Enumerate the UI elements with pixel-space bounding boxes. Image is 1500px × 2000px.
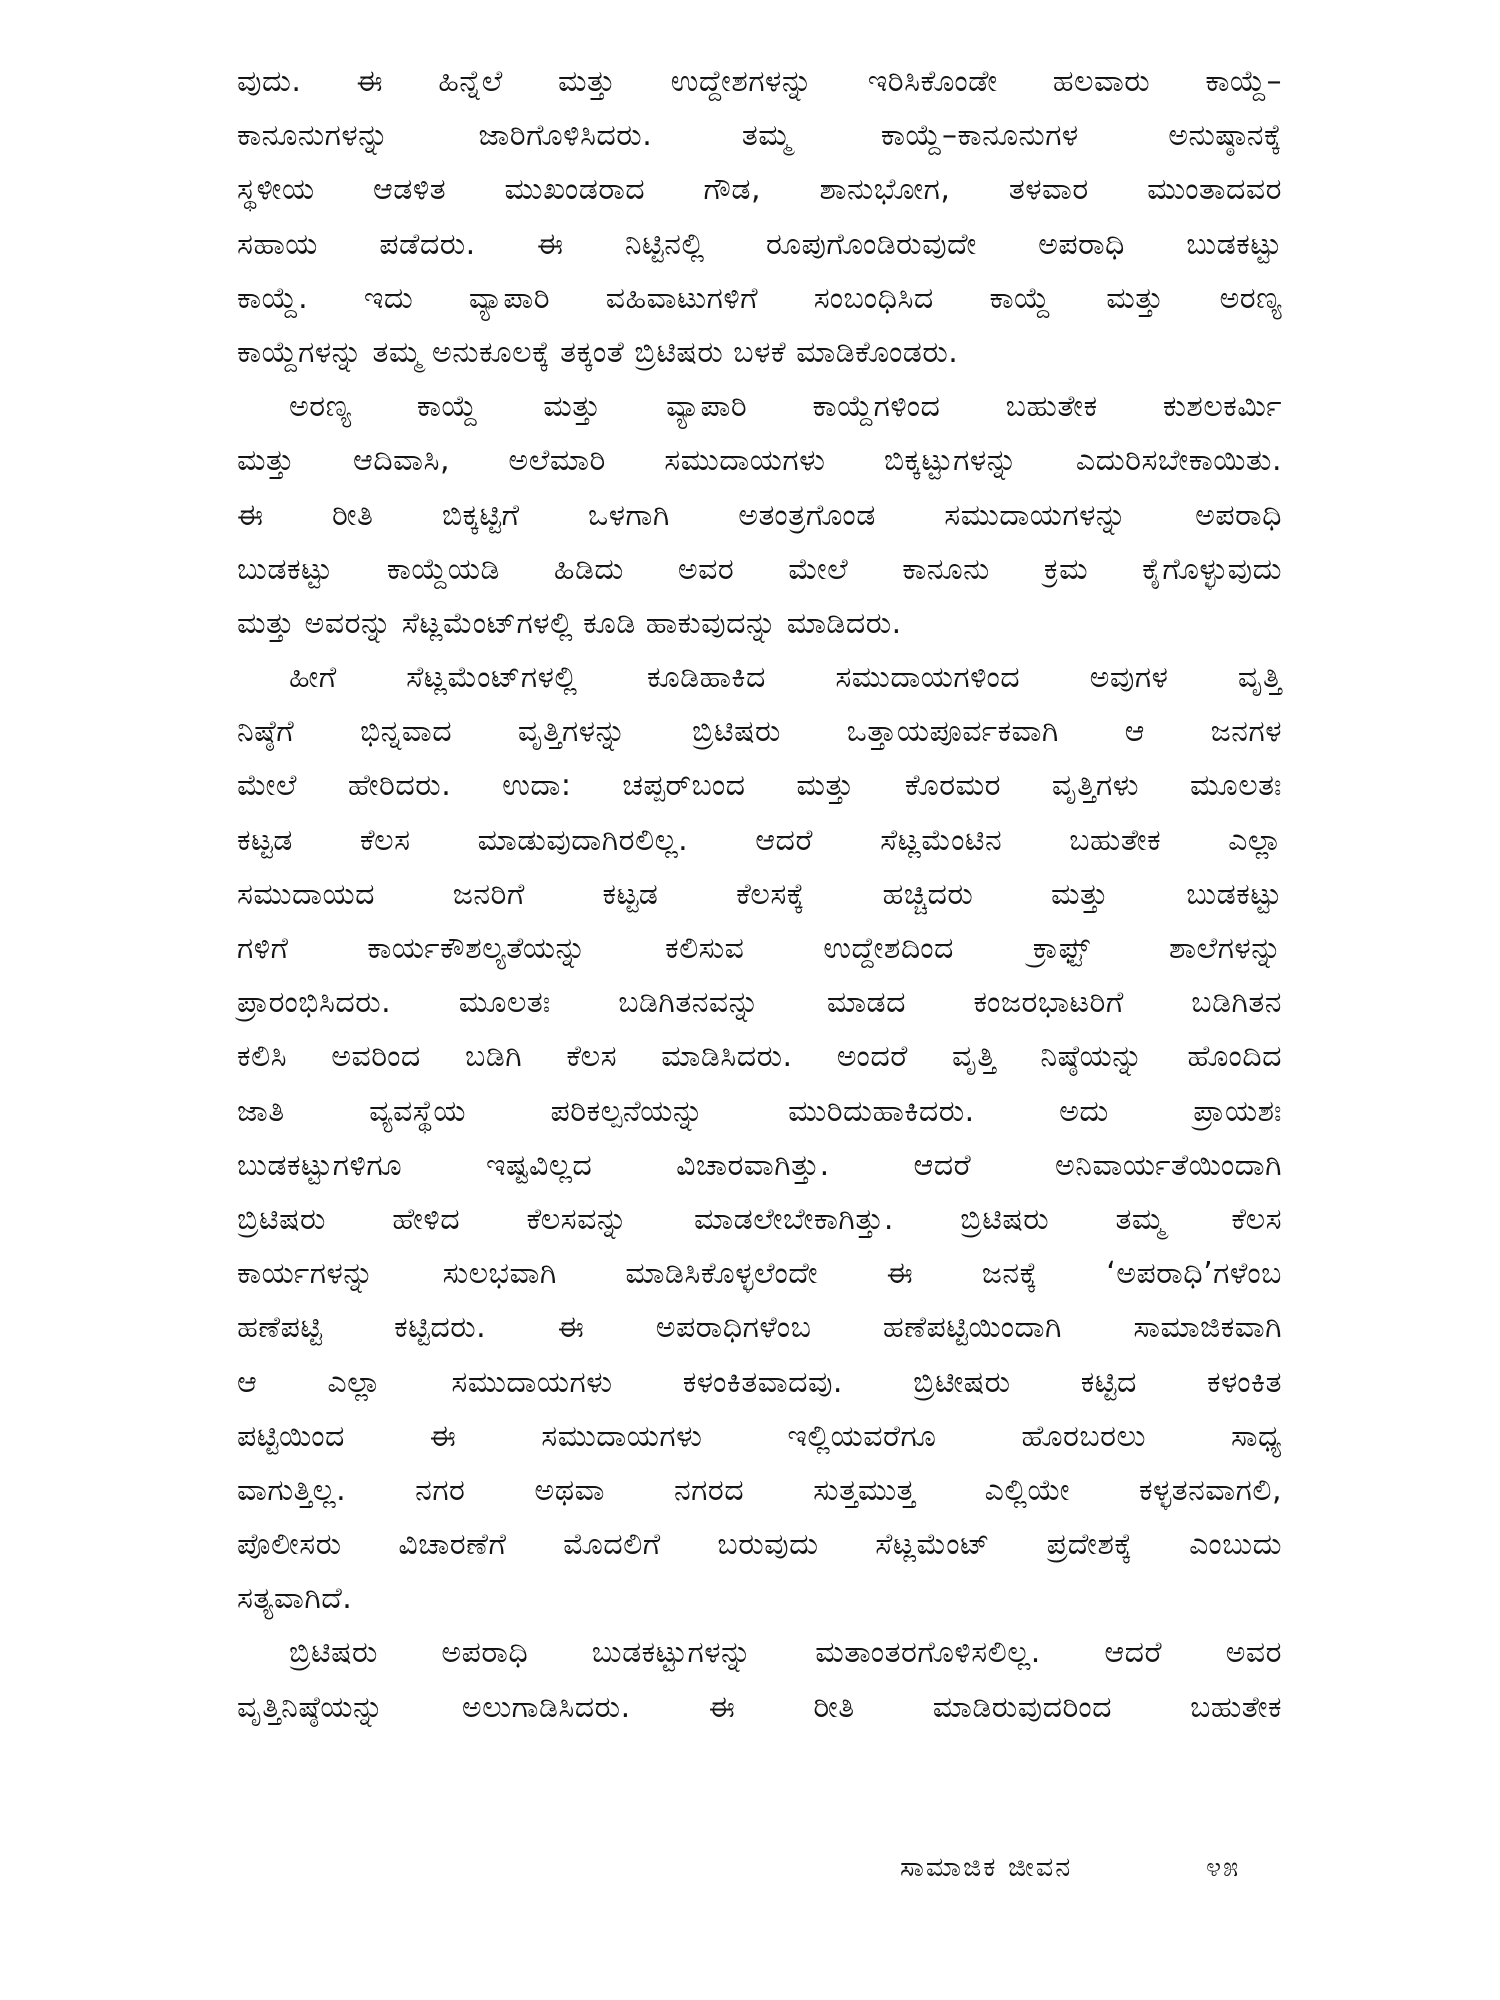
running-title: ಸಾಮಾಜಿಕ ಜೀವನ [900, 1852, 1073, 1883]
paragraph-4 [237, 1626, 1282, 1734]
paragraph-2 [237, 380, 1282, 651]
text-line: ಹಣೆಪಟ್ಟಿ ಕಟ್ಟಿದರು. ಈ ಅಪರಾಧಿಗಳೆಂಬ ಹಣೆಪಟ್ಟಿಯಿಂದಾಗಿ ಸಾಮಾಜಿಕವಾಗಿ [237, 1310, 1282, 1346]
text-line: ಬ್ರಿಟಿಷರು ಅಪರಾಧಿ ಬುಡಕಟ್ಟುಗಳನ್ನು ಮತಾಂತರಗೊಳಿಸಲಿಲ್ಲ. ಆದರೆ ಅವರ [289, 1635, 1282, 1671]
paragraph-3 [237, 651, 1282, 1626]
text-line: ಬ್ರಿಟಿಷರು ಹೇಳಿದ ಕೆಲಸವನ್ನು ಮಾಡಲೇಬೇಕಾಗಿತ್ತು. ಬ್ರಿಟಿಷರು ತಮ್ಮ ಕೆಲಸ [237, 1201, 1282, 1237]
text-line: ಬುಡಕಟ್ಟು ಕಾಯ್ದೆಯಡಿ ಹಿಡಿದು ಅವರ ಮೇಲೆ ಕಾನೂನು ಕ್ರಮ ಕೈಗೊಳ್ಳುವುದು [237, 551, 1282, 587]
text-line: ಕಾನೂನುಗಳನ್ನು ಜಾರಿಗೊಳಿಸಿದರು. ತಮ್ಮ ಕಾಯ್ದೆ–ಕಾನೂನುಗಳ ಅನುಷ್ಠಾನಕ್ಕೆ [237, 118, 1282, 154]
text-line: ಬುಡಕಟ್ಟುಗಳಿಗೂ ಇಷ್ಟವಿಲ್ಲದ ವಿಚಾರವಾಗಿತ್ತು. ಆದರೆ ಅನಿವಾರ್ಯತೆಯಿಂದಾಗಿ [237, 1147, 1282, 1183]
text-line: ಗಳಿಗೆ ಕಾರ್ಯಕೌಶಲ್ಯತೆಯನ್ನು ಕಲಿಸುವ ಉದ್ದೇಶದಿಂದ ಕ್ರಾಫ್ಟ್ ಶಾಲೆಗಳನ್ನು [237, 931, 1282, 966]
paragraph-1 [237, 55, 1282, 380]
text-line: ಮತ್ತು ಅವರನ್ನು ಸೆಟ್ಲಮೆಂಟ್‌ಗಳಲ್ಲಿ ಕೂಡಿ ಹಾಕುವುದನ್ನು ಮಾಡಿದರು. [237, 605, 902, 641]
body-text [237, 55, 1282, 1735]
page-number: ೪೫ [1206, 1852, 1241, 1883]
text-line: ಪಟ್ಟಿಯಿಂದ ಈ ಸಮುದಾಯಗಳು ಇಲ್ಲಿಯವರೆಗೂ ಹೊರಬರಲು ಸಾಧ್ಯ [237, 1418, 1282, 1454]
text-line: ಕಲಿಸಿ ಅವರಿಂದ ಬಡಿಗಿ ಕೆಲಸ ಮಾಡಿಸಿದರು. ಅಂದರೆ ವೃತ್ತಿ ನಿಷ್ಠೆಯನ್ನು ಹೊಂದಿದ [237, 1039, 1282, 1075]
text-line: ಅರಣ್ಯ ಕಾಯ್ದೆ ಮತ್ತು ವ್ಯಾಪಾರಿ ಕಾಯ್ದೆಗಳಿಂದ ಬಹುತೇಕ ಕುಶಲಕರ್ಮಿ [289, 389, 1282, 425]
text-line: ಮೇಲೆ ಹೇರಿದರು. ಉದಾ: ಚಪ್ಪರ್‌ಬಂದ ಮತ್ತು ಕೊರಮರ ವೃತ್ತಿಗಳು ಮೂಲತಃ [237, 768, 1282, 804]
text-line: ಹೀಗೆ ಸೆಟ್ಲಮೆಂಟ್‌ಗಳಲ್ಲಿ ಕೂಡಿಹಾಕಿದ ಸಮುದಾಯಗಳಿಂದ ಅವುಗಳ ವೃತ್ತಿ [289, 660, 1282, 696]
text-line: ಕಾಯ್ದೆಗಳನ್ನು ತಮ್ಮ ಅನುಕೂಲಕ್ಕೆ ತಕ್ಕಂತೆ ಬ್ರಿಟಿಷರು ಬಳಕೆ ಮಾಡಿಕೊಂಡರು. [237, 334, 959, 370]
text-line: ಸ್ಥಳೀಯ ಆಡಳಿತ ಮುಖಂಡರಾದ ಗೌಡ, ಶಾನುಭೋಗ, ತಳವಾರ ಮುಂತಾದವರ [237, 172, 1282, 208]
text-line: ವೃತ್ತಿನಿಷ್ಠೆಯನ್ನು ಅಲುಗಾಡಿಸಿದರು. ಈ ರೀತಿ ಮಾಡಿರುವುದರಿಂದ ಬಹುತೇಕ [237, 1689, 1282, 1725]
text-line: ಕಾಯ್ದೆ. ಇದು ವ್ಯಾಪಾರಿ ವಹಿವಾಟುಗಳಿಗೆ ಸಂಬಂಧಿಸಿದ ಕಾಯ್ದೆ ಮತ್ತು ಅರಣ್ಯ [237, 280, 1282, 316]
text-line: ಪ್ರಾರಂಭಿಸಿದರು. ಮೂಲತಃ ಬಡಿಗಿತನವನ್ನು ಮಾಡದ ಕಂಜರಭಾಟರಿಗೆ ಬಡಿಗಿತನ [237, 985, 1282, 1021]
text-line: ಕಟ್ಟಡ ಕೆಲಸ ಮಾಡುವುದಾಗಿರಲಿಲ್ಲ. ಆದರೆ ಸೆಟ್ಲಮೆಂಟಿನ ಬಹುತೇಕ ಎಲ್ಲಾ [237, 822, 1282, 858]
text-line: ಸಮುದಾಯದ ಜನರಿಗೆ ಕಟ್ಟಡ ಕೆಲಸಕ್ಕೆ ಹಚ್ಚಿದರು ಮತ್ತು ಬುಡಕಟ್ಟು [237, 876, 1282, 912]
text-line: ಜಾತಿ ವ್ಯವಸ್ಥೆಯ ಪರಿಕಲ್ಪನೆಯನ್ನು ಮುರಿದುಹಾಕಿದರು. ಅದು ಪ್ರಾಯಶಃ [237, 1093, 1282, 1129]
text-line: ಸತ್ಯವಾಗಿದೆ. [237, 1581, 353, 1617]
text-line: ನಿಷ್ಠೆಗೆ ಭಿನ್ನವಾದ ವೃತ್ತಿಗಳನ್ನು ಬ್ರಿಟಿಷರು ಒತ್ತಾಯಪೂರ್ವಕವಾಗಿ ಆ ಜನಗಳ [237, 714, 1282, 750]
text-line: ಆ ಎಲ್ಲಾ ಸಮುದಾಯಗಳು ಕಳಂಕಿತವಾದವು. ಬ್ರಿಟೀಷರು ಕಟ್ಟಿದ ಕಳಂಕಿತ [237, 1364, 1282, 1400]
text-line: ಸಹಾಯ ಪಡೆದರು. ಈ ನಿಟ್ಟಿನಲ್ಲಿ ರೂಪುಗೊಂಡಿರುವುದೇ ಅಪರಾಧಿ ಬುಡಕಟ್ಟು [237, 226, 1282, 262]
text-line: ಈ ರೀತಿ ಬಿಕ್ಕಟ್ಟಿಗೆ ಒಳಗಾಗಿ ಅತಂತ್ರಗೊಂಡ ಸಮುದಾಯಗಳನ್ನು ಅಪರಾಧಿ [237, 497, 1282, 533]
text-line: ಪೊಲೀಸರು ವಿಚಾರಣೆಗೆ ಮೊದಲಿಗೆ ಬರುವುದು ಸೆಟ್ಲಮೆಂಟ್ ಪ್ರದೇಶಕ್ಕೆ ಎಂಬುದು [237, 1527, 1282, 1563]
page-footer [900, 1848, 1280, 1888]
text-line: ವಾಗುತ್ತಿಲ್ಲ. ನಗರ ಅಥವಾ ನಗರದ ಸುತ್ತಮುತ್ತ ಎಲ್ಲಿಯೇ ಕಳ್ಳತನವಾಗಲಿ, [237, 1472, 1282, 1508]
text-line: ಕಾರ್ಯಗಳನ್ನು ಸುಲಭವಾಗಿ ಮಾಡಿಸಿಕೊಳ್ಳಲೆಂದೇ ಈ ಜನಕ್ಕೆ ‘ಅಪರಾಧಿ’ಗಳೆಂಬ [237, 1256, 1282, 1292]
text-line: ಮತ್ತು ಆದಿವಾಸಿ, ಅಲೆಮಾರಿ ಸಮುದಾಯಗಳು ಬಿಕ್ಕಟ್ಟುಗಳನ್ನು ಎದುರಿಸಬೇಕಾಯಿತು. [237, 443, 1282, 479]
text-line: ವುದು. ಈ ಹಿನ್ನೆಲೆ ಮತ್ತು ಉದ್ದೇಶಗಳನ್ನು ಇರಿಸಿಕೊಂಡೇ ಹಲವಾರು ಕಾಯ್ದೆ– [237, 64, 1282, 99]
